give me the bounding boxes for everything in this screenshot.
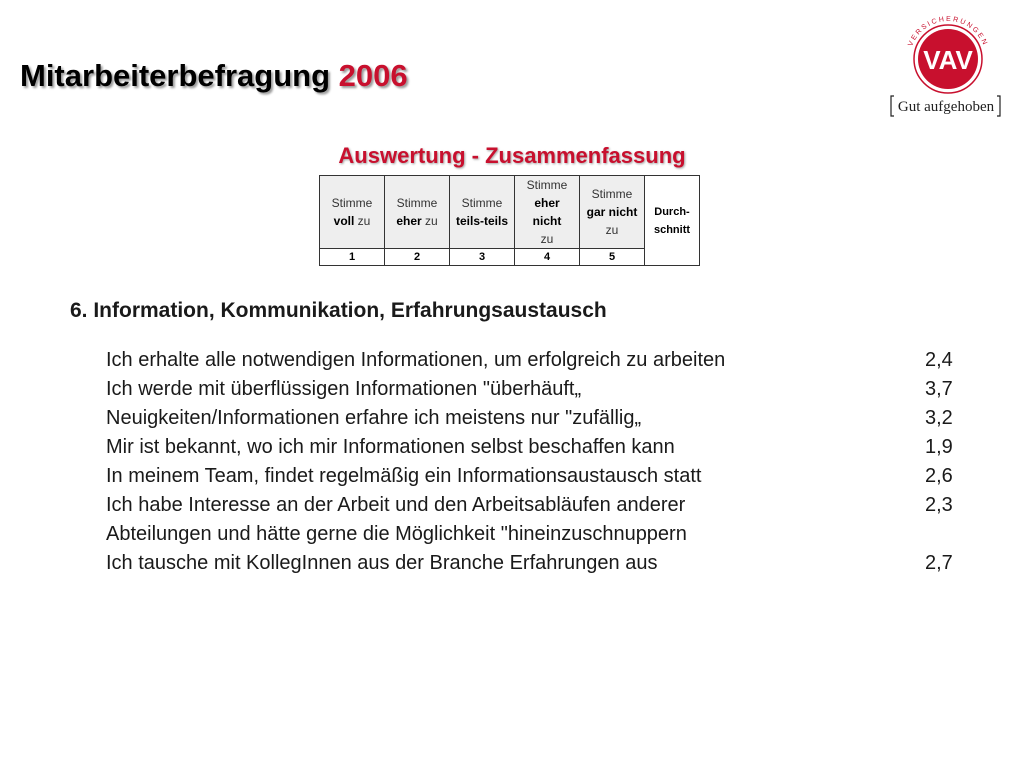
scale-number-4: 4 xyxy=(515,249,580,266)
scale-header-bold: eher xyxy=(396,214,422,228)
scale-header-text: zu xyxy=(605,223,619,237)
scale-header-text: Stimme xyxy=(591,187,633,201)
scale-header-text: zu xyxy=(421,214,438,228)
survey-item xyxy=(106,462,966,491)
slogan-bracket-right-icon xyxy=(997,96,1000,116)
logo-ring-text: VERSICHERUNGEN xyxy=(907,15,989,48)
survey-item xyxy=(106,491,966,549)
survey-item-score: 1,9 xyxy=(925,436,953,458)
survey-item-score: 2,7 xyxy=(925,552,953,574)
section-title: 6. Information, Kommunikation, Erfahrungsaustausch xyxy=(70,299,607,322)
scale-header-text: zu xyxy=(354,214,371,228)
logo-brand-text: VAV xyxy=(923,45,973,75)
scale-header-text: Stimme xyxy=(461,196,503,210)
average-header-text: schnitt xyxy=(653,223,691,236)
page-title-text: Mitarbeiterbefragung xyxy=(20,58,331,93)
rating-scale-table xyxy=(319,175,700,266)
scale-header-4 xyxy=(515,176,580,249)
survey-item-text: Ich habe Interesse an der Arbeit und den Arbeitsabläufen anderer xyxy=(106,494,686,516)
scale-header-bold: voll xyxy=(333,214,355,228)
scale-header-3 xyxy=(450,176,515,249)
page-title-year: 2006 xyxy=(338,58,408,93)
survey-item xyxy=(106,404,966,433)
survey-item-text: Ich tausche mit KollegInnen aus der Branche Erfahrungen aus xyxy=(106,552,658,574)
survey-item xyxy=(106,549,966,578)
logo-slogan: Gut aufgehoben xyxy=(897,99,995,115)
scale-number-2: 2 xyxy=(385,249,450,266)
survey-item-score: 2,3 xyxy=(925,494,953,516)
survey-item xyxy=(106,375,966,404)
survey-item-text-continued: Abteilungen und hätte gerne die Möglichkeit "hineinzuschnuppern xyxy=(106,523,687,545)
survey-item-text: Mir ist bekannt, wo ich mir Informationen selbst beschaffen kann xyxy=(106,436,675,458)
survey-items-list xyxy=(106,346,966,578)
survey-item xyxy=(106,346,966,375)
scale-number-3: 3 xyxy=(450,249,515,266)
vav-logo xyxy=(890,14,1014,124)
page-title xyxy=(20,58,408,94)
survey-item-text: Ich erhalte alle notwendigen Informationen, um erfolgreich zu arbeiten xyxy=(106,349,726,371)
survey-item-score: 2,4 xyxy=(925,349,953,371)
scale-header-bold: eher xyxy=(534,196,560,210)
scale-header-text: Stimme xyxy=(331,196,373,210)
scale-header-1 xyxy=(320,176,385,249)
scale-header-bold: nicht xyxy=(532,214,562,228)
scale-header-text: zu xyxy=(540,232,554,246)
survey-item-score: 2,6 xyxy=(925,465,953,487)
subtitle: Auswertung - Zusammenfassung xyxy=(338,143,686,168)
survey-item-score: 3,2 xyxy=(925,407,953,429)
scale-average-header xyxy=(645,176,700,266)
survey-item-text: Ich werde mit überflüssigen Informationen "überhäuft„ xyxy=(106,378,582,400)
survey-item-text: In meinem Team, findet regelmäßig ein Informationsaustausch statt xyxy=(106,465,702,487)
scale-header-5 xyxy=(580,176,645,249)
survey-item-score: 3,7 xyxy=(925,378,953,400)
scale-header-bold: gar nicht xyxy=(586,205,638,219)
scale-header-text: Stimme xyxy=(396,196,438,210)
survey-item xyxy=(106,433,966,462)
scale-number-5: 5 xyxy=(580,249,645,266)
scale-number-1: 1 xyxy=(320,249,385,266)
survey-item-text: Neuigkeiten/Informationen erfahre ich meistens nur "zufällig„ xyxy=(106,407,642,429)
scale-header-bold: teils-teils xyxy=(455,214,509,228)
scale-header-text: Stimme xyxy=(526,178,568,192)
vav-logo-icon xyxy=(890,14,1014,124)
scale-header-2 xyxy=(385,176,450,249)
average-header-text: Durch- xyxy=(654,205,690,218)
slogan-bracket-left-icon xyxy=(891,96,894,116)
